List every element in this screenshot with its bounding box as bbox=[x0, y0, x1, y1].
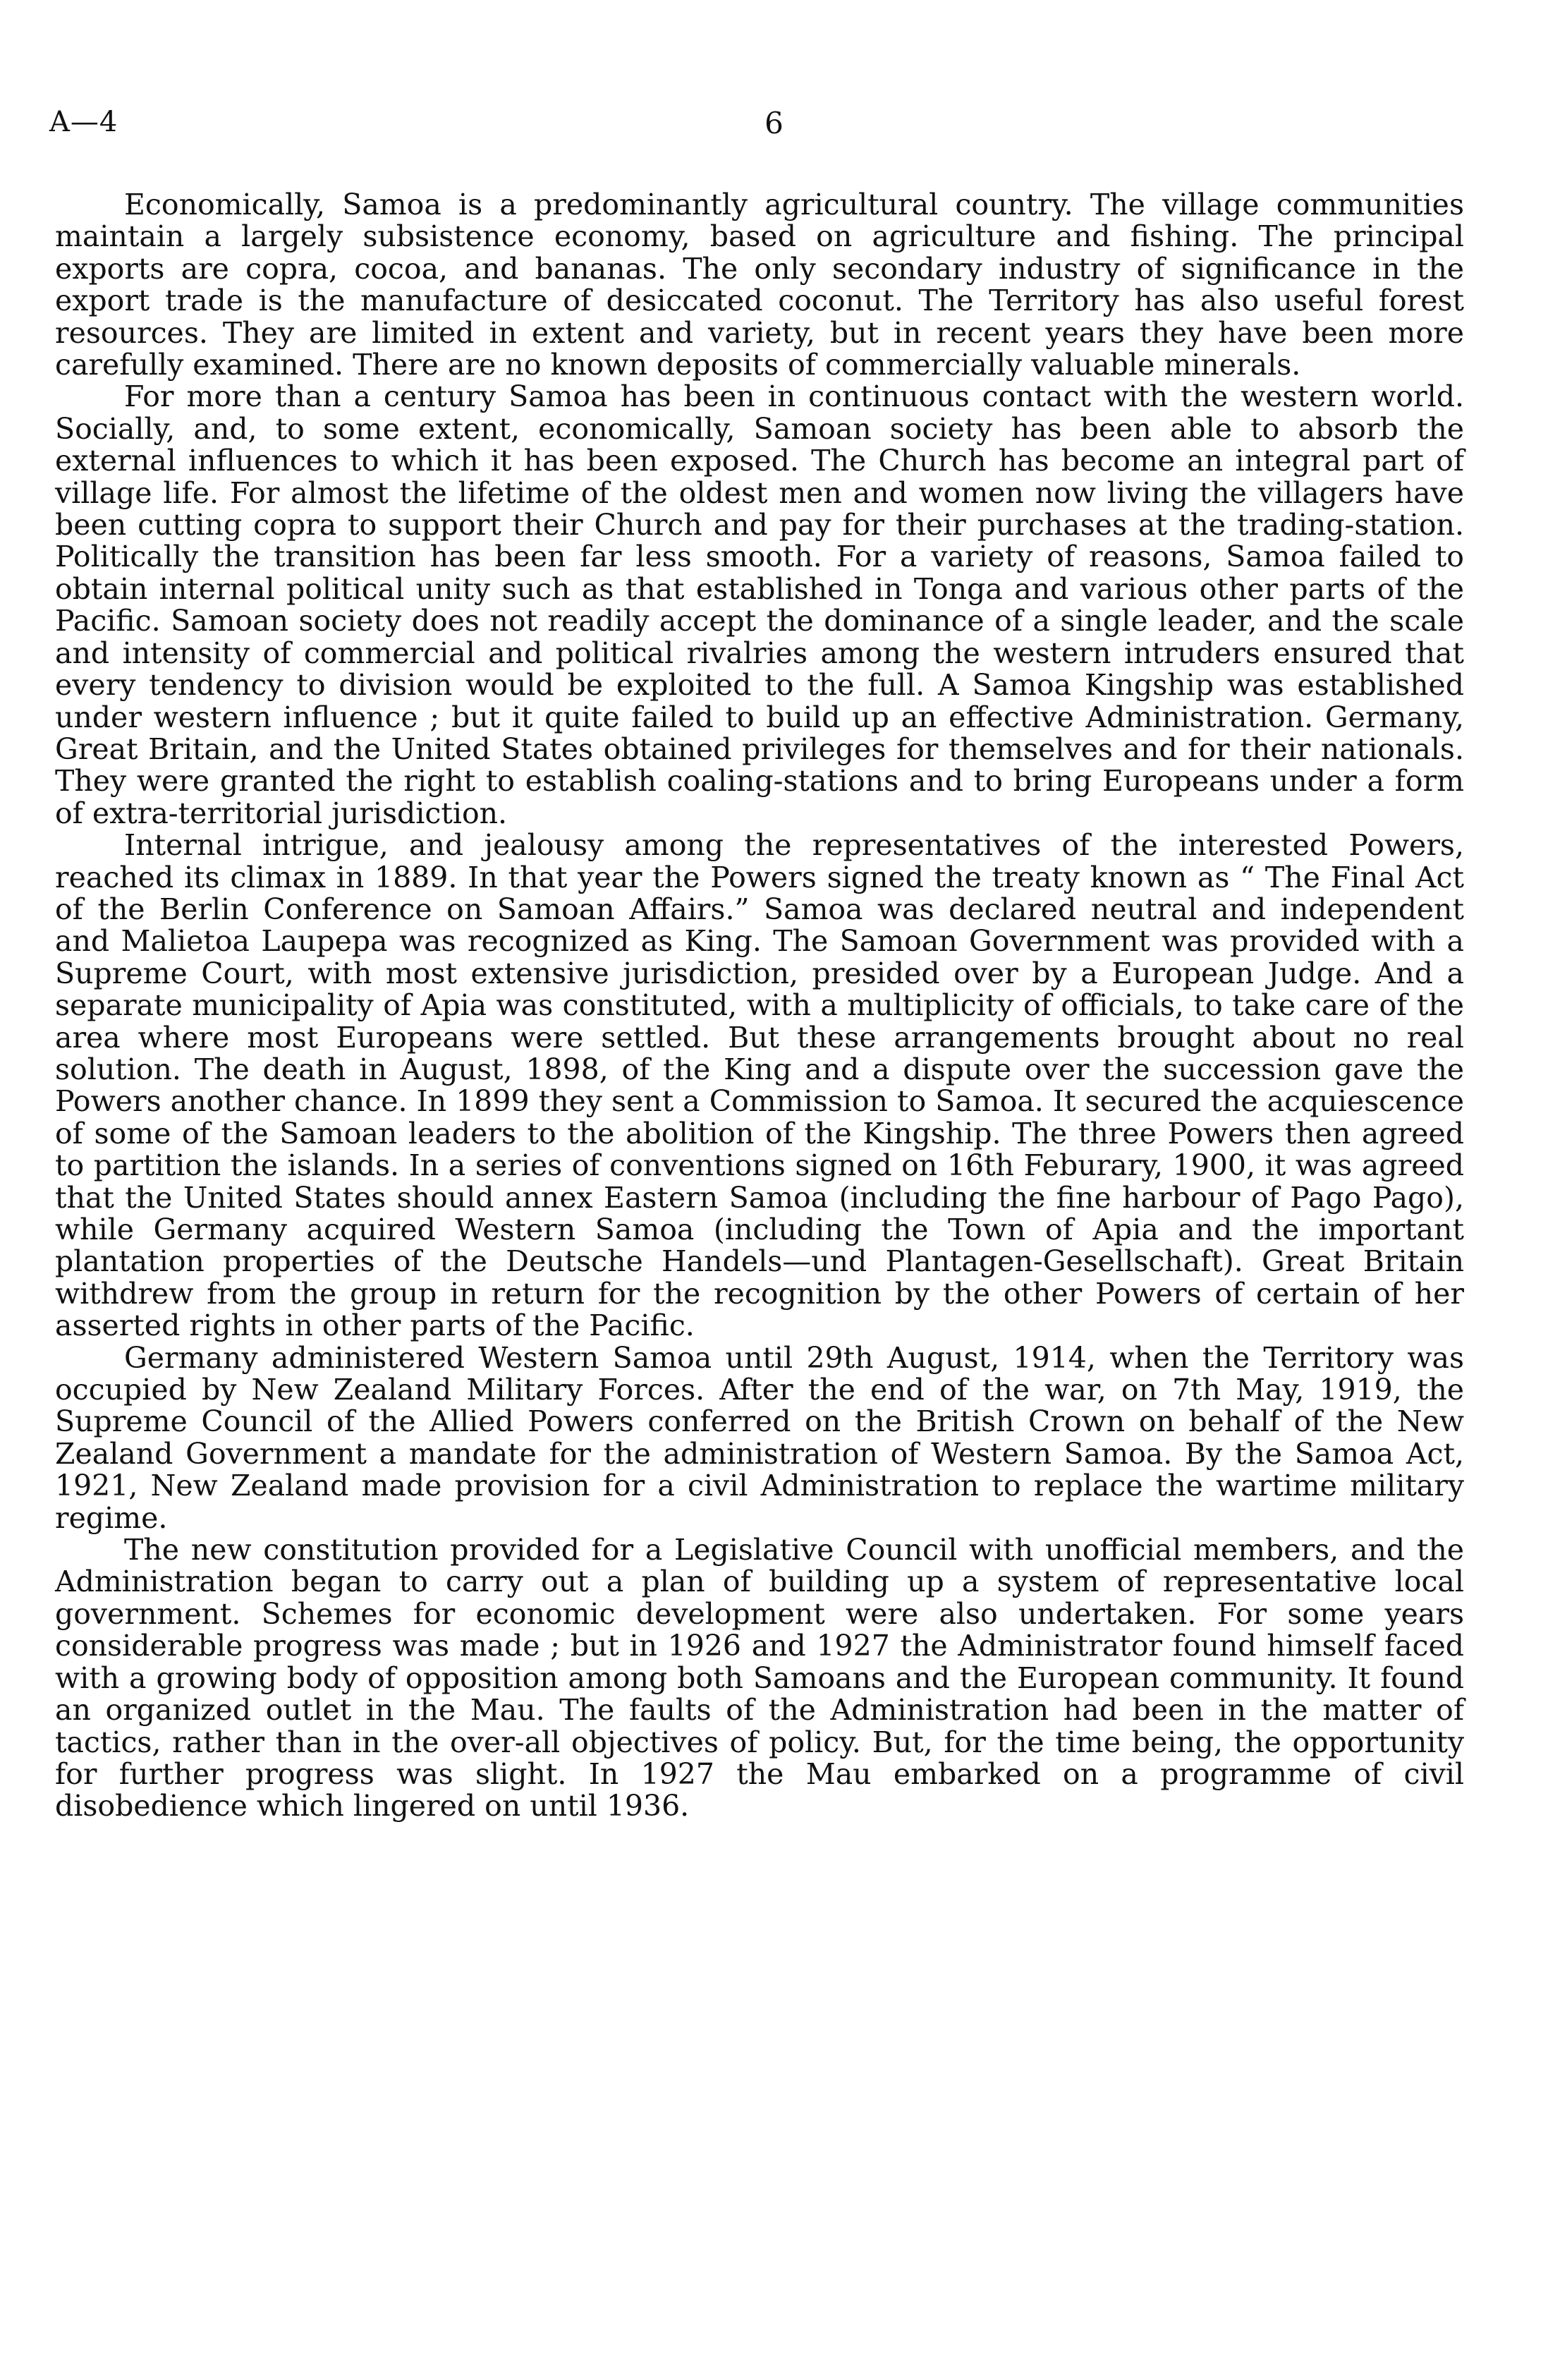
paragraph-economy: Economically, Samoa is a predominantly agricultural country. The village communities maintain a largely subsistence economy, based on agriculture and fishing. The principal exports are copra, cocoa, and bananas. The only secondary industry of significance in the export trade is the manufacture of desiccated coconut. The Territory has also useful forest resources. They are limited in extent and variety, but in recent years they have been more carefully examined. There are no known deposits of commercially valuable minerals. bbox=[55, 188, 1464, 382]
paragraph-new-constitution: The new constitution provided for a Legislative Council with unofficial members, and the Administration began to carry out a plan of building up a system of representative local government. Schemes for economic development were also undertaken. For some years considerable progress was made ; but in 1926 and 1927 the Administrator found himself faced with a growing body of opposition among both Samoans and the European community. It found an organized outlet in the Mau. The faults of the Administration had been in the matter of tactics, rather than in the over-all objectives of policy. But, for the time being, the opportunity for further progress was slight. In 1927 the Mau embarked on a programme of civil disobedience which lingered on until 1936. bbox=[55, 1533, 1464, 1823]
paragraph-western-contact: For more than a century Samoa has been in continuous contact with the western world. Socially, and, to some extent, economically, Samoan society has been able to absorb the external influences to which it has been exposed. The Church has become an integral part of village life. For almost the lifetime of the oldest men and women now living the villagers have been cutting copra to support their Church and pay for their purchases at the trading-station. Politically the transition has been far less smooth. For a variety of reasons, Samoa failed to obtain internal political unity such as that established in Tonga and various other parts of the Pacific. Samoan society does not readily accept the dominance of a single leader, and the scale and intensity of commercial and political rivalries among the western intruders ensured that every tendency to division would be exploited to the full. A Samoa Kingship was established under western influence ; but it quite failed to build up an effective Administration. Germany, Great Britain, and the United States obtained privileges for themselves and for their nationals. They were granted the right to establish coaling-stations and to bring Europeans under a form of extra-territorial jurisdiction. bbox=[55, 380, 1464, 830]
page-number: 6 bbox=[764, 106, 784, 140]
paragraph-berlin-conference: Internal intrigue, and jealousy among the representatives of the interested Powers, reached its climax in 1889. In that year the Powers signed the treaty known as “ The Final Act of the Berlin Conference on Samoan Affairs.” Samoa was declared neutral and independent and Malietoa Laupepa was recognized as King. The Samoan Government was provided with a Supreme Court, with most extensive jurisdiction, presided over by a European Judge. And a separate municipality of Apia was constituted, with a multiplicity of officials, to take care of the area where most Europeans were settled. But these arrangements brought about no real solution. The death in August, 1898, of the King and a dispute over the succession gave the Powers another chance. In 1899 they sent a Commission to Samoa. It secured the acquiescence of some of the Samoan leaders to the abolition of the Kingship. The three Powers then agreed to partition the islands. In a series of conventions signed on 16th Feburary, 1900, it was agreed that the United States should annex Eastern Samoa (including the fine harbour of Pago Pago), while Germany acquired Western Samoa (including the Town of Apia and the important plantation properties of the Deutsche Handels—und Plantagen-Gesellschaft). Great Britain withdrew from the group in return for the recognition by the other Powers of certain of her asserted rights in other parts of the Pacific. bbox=[55, 828, 1464, 1343]
paragraph-german-administration: Germany administered Western Samoa until 29th August, 1914, when the Territory was occupied by New Zealand Military Forces. After the end of the war, on 7th May, 1919, the Supreme Council of the Allied Powers conferred on the British Crown on behalf of the New Zealand Government a mandate for the administration of Western Samoa. By the Samoa Act, 1921, New Zealand made provision for a civil Administration to replace the wartime military regime. bbox=[55, 1340, 1464, 1535]
document-reference: A—4 bbox=[49, 106, 118, 138]
page-header bbox=[49, 106, 1499, 148]
body-text bbox=[55, 189, 1464, 1823]
